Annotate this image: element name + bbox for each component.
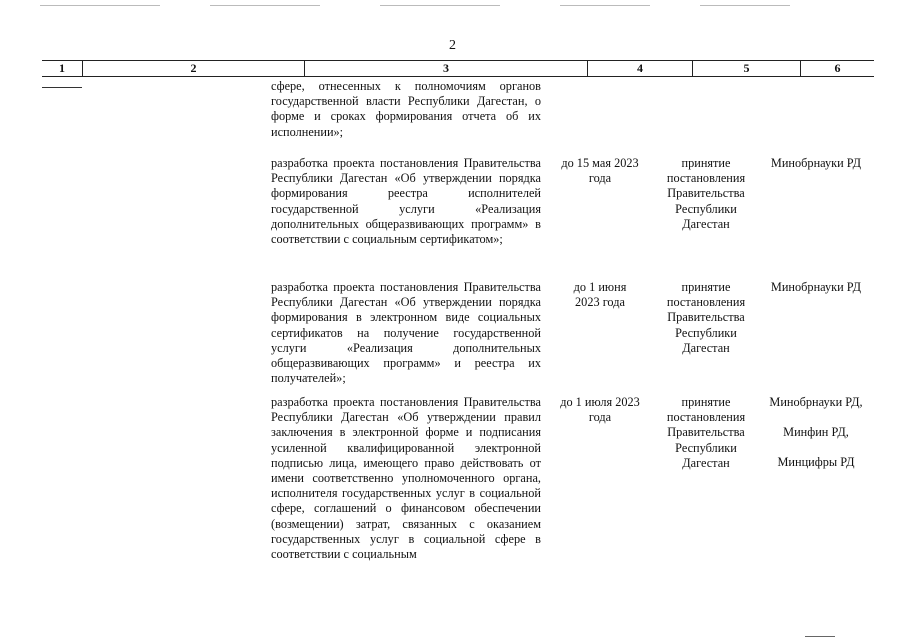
scan-artifact xyxy=(805,636,835,637)
measure-text: сфере, отнесенных к полномочиям органов государственной власти Республики Дагестан, о форме и сроках формирования отчета об их исполнении»; xyxy=(271,79,541,139)
header-col-6: 6 xyxy=(800,61,874,76)
header-col-2: 2 xyxy=(82,61,304,76)
measure-text: разработка проекта постановления Правительства Республики Дагестан «Об утверждении правил заключения в электронной форме и подписания усиленной квалифицированной электронной подписью лица, имеющего право действовать от имени соответственно уполномоченного органа, исполнителя государственных услуг в социальной сфере, соглашений о финансовом обеспечении (возмещении) затрат, связанных с оказанием государственных услуг в социальной сфере в соответствии с социальным xyxy=(271,395,541,562)
scan-artifact xyxy=(210,5,320,6)
responsible-agency: Минцифры РД xyxy=(777,455,855,470)
responsible-agency: Минфин РД, xyxy=(783,425,849,440)
scan-artifact xyxy=(380,5,500,6)
result: принятие постановления Правительства Республики Дагестан xyxy=(666,280,746,355)
responsible xyxy=(760,280,872,310)
table-header xyxy=(42,60,874,77)
header-col-1: 1 xyxy=(59,61,65,75)
measure-text: разработка проекта постановления Правительства Республики Дагестан «Об утверждении порядка формирования в электронном виде социальных сертификатов на получение государственной услуги «Реализация дополнительных общеразвивающих программ» и реестра их получателей»; xyxy=(271,280,541,386)
scan-artifact xyxy=(560,5,650,6)
responsible-agency: Минобрнауки РД, xyxy=(769,395,863,409)
header-col-5: 5 xyxy=(692,61,800,76)
deadline: до 1 июля 2023 года xyxy=(560,395,640,425)
responsible xyxy=(760,395,872,486)
responsible-agency: Минобрнауки РД xyxy=(770,280,862,294)
row-divider xyxy=(42,87,82,88)
page-number: 2 xyxy=(449,38,456,53)
responsible-agency: Минобрнауки РД xyxy=(770,156,862,170)
header-col-4: 4 xyxy=(587,61,692,76)
deadline: до 15 мая 2023 года xyxy=(561,156,639,186)
header-col-3: 3 xyxy=(304,61,587,76)
result: принятие постановления Правительства Республики Дагестан xyxy=(666,156,746,231)
measure-text: разработка проекта постановления Правительства Республики Дагестан «Об утверждении порядка формирования реестра исполнителей государственной услуги «Реализация дополнительных общеразвивающих программ» в соответствии с социальным сертификатом»; xyxy=(271,156,541,247)
responsible xyxy=(760,156,872,186)
scan-artifact xyxy=(40,5,160,6)
deadline: до 1 июня 2023 года xyxy=(573,280,627,310)
result: принятие постановления Правительства Республики Дагестан xyxy=(666,395,746,470)
scan-artifact xyxy=(700,5,790,6)
